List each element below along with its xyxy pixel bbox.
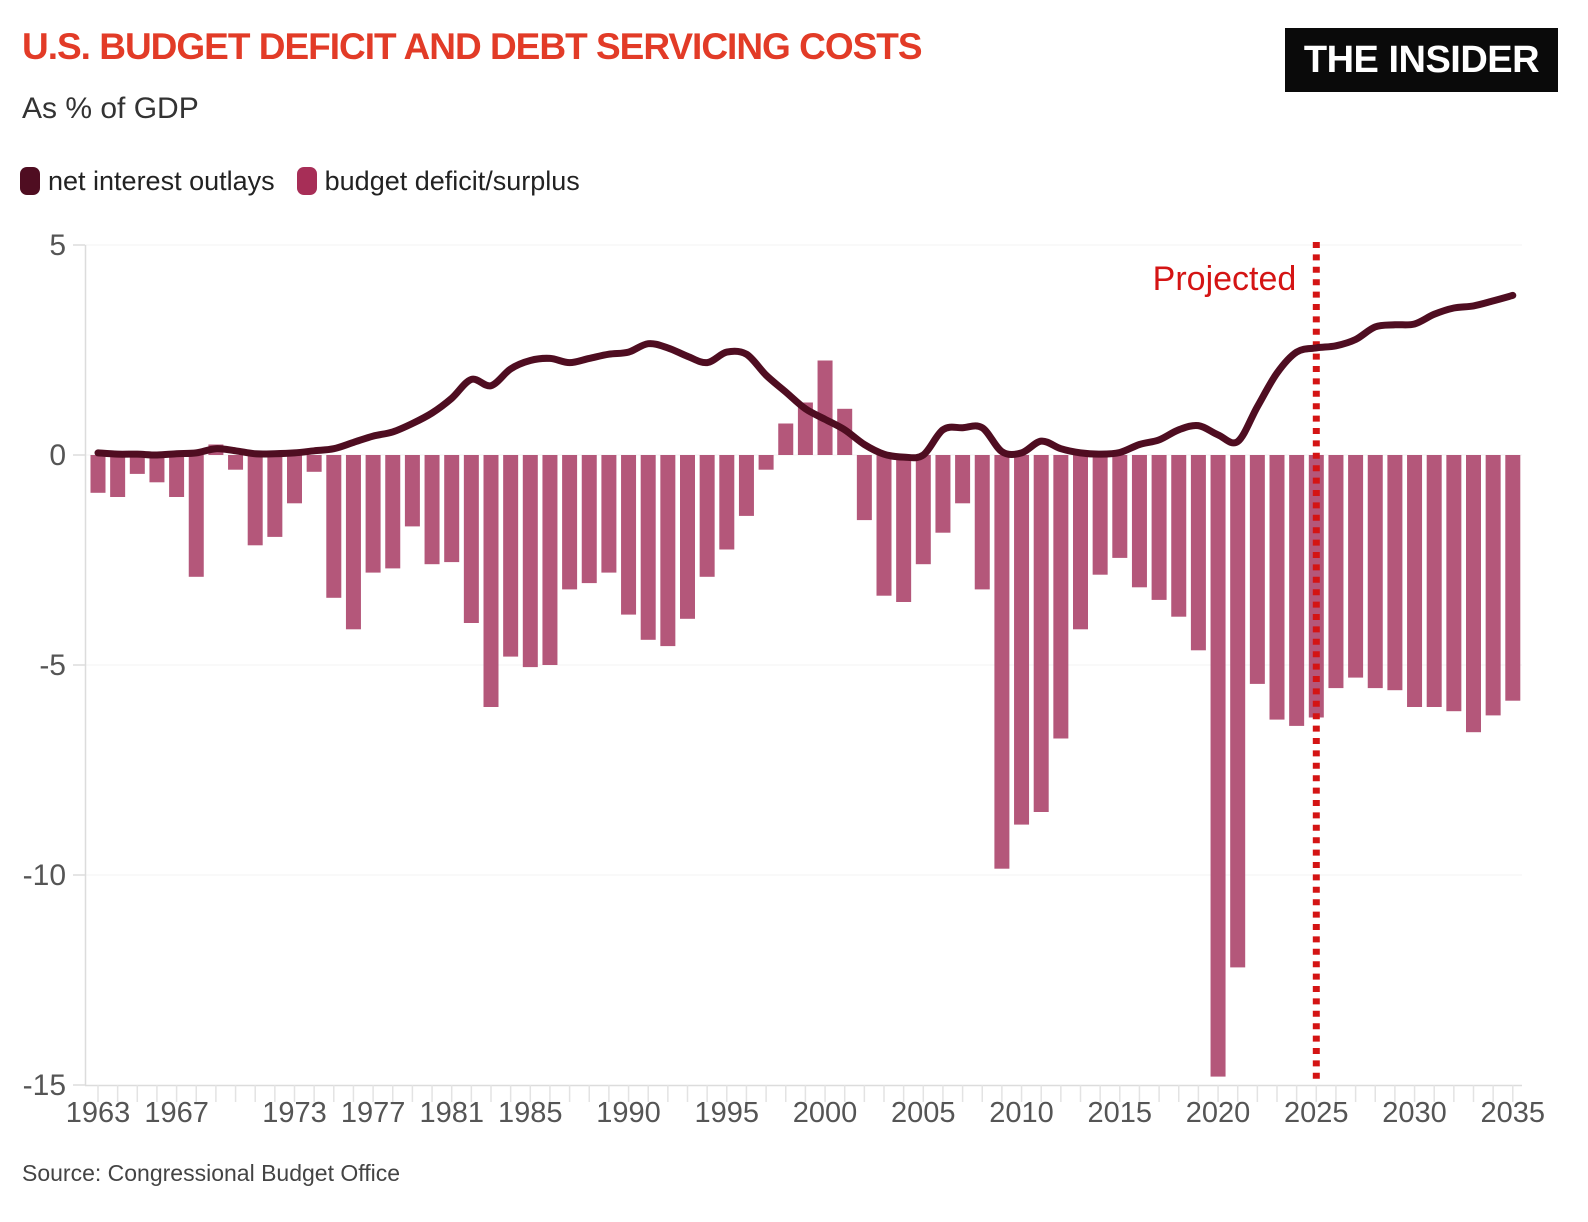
- deficit-bar-2000: [818, 361, 833, 456]
- deficit-bar-1997: [759, 455, 774, 470]
- deficit-bar-1966: [149, 455, 164, 482]
- deficit-bar-2027: [1348, 455, 1363, 678]
- deficit-bar-1988: [582, 455, 597, 583]
- deficit-bar-2017: [1152, 455, 1167, 600]
- deficit-bar-2021: [1230, 455, 1245, 967]
- brand-logo-text: THE INSIDER: [1303, 38, 1540, 81]
- deficit-bar-1971: [248, 455, 263, 545]
- chart-legend: [20, 167, 580, 195]
- deficit-bar-1985: [523, 455, 538, 667]
- deficit-bar-1989: [601, 455, 616, 573]
- x-axis-label: 2030: [1382, 1097, 1447, 1129]
- deficit-bar-2032: [1446, 455, 1461, 711]
- legend-swatch-net-interest: [20, 167, 40, 195]
- deficit-bar-1978: [385, 455, 400, 568]
- y-axis-label: 0: [49, 439, 66, 472]
- deficit-bar-1996: [739, 455, 754, 516]
- deficit-bar-1981: [444, 455, 459, 562]
- x-axis-label: 1967: [144, 1097, 209, 1129]
- deficit-bar-2004: [896, 455, 911, 602]
- deficit-bar-1973: [287, 455, 302, 503]
- deficit-bar-1980: [425, 455, 440, 564]
- deficit-bar-2029: [1387, 455, 1402, 690]
- deficit-bar-2031: [1427, 455, 1442, 707]
- deficit-bar-1990: [621, 455, 636, 615]
- brand-logo: [1285, 28, 1558, 92]
- deficit-bar-2022: [1250, 455, 1265, 684]
- y-axis-label: 5: [49, 229, 66, 262]
- deficit-bar-2030: [1407, 455, 1422, 707]
- deficit-bar-2020: [1211, 455, 1226, 1077]
- y-axis-label: -10: [22, 859, 66, 892]
- legend-label-deficit: budget deficit/surplus: [324, 166, 580, 196]
- deficit-bar-2006: [935, 455, 950, 533]
- x-axis-label: 2015: [1087, 1097, 1153, 1129]
- deficit-bar-2008: [975, 455, 990, 589]
- deficit-bar-1995: [719, 455, 734, 550]
- deficit-bar-2013: [1073, 455, 1088, 629]
- deficit-bar-2003: [877, 455, 892, 596]
- x-axis-label: 1990: [596, 1097, 661, 1129]
- y-axis-label: -15: [22, 1069, 66, 1102]
- deficit-bar-2016: [1132, 455, 1147, 587]
- deficit-bar-1975: [326, 455, 341, 598]
- legend-swatch-deficit: [297, 167, 317, 195]
- deficit-bar-2019: [1191, 455, 1206, 650]
- deficit-bar-1984: [503, 455, 518, 657]
- deficit-bar-2005: [916, 455, 931, 564]
- deficit-bar-1983: [484, 455, 499, 707]
- deficit-bar-1998: [778, 424, 793, 456]
- x-axis-label: 1981: [419, 1097, 484, 1129]
- x-axis-label: 2020: [1185, 1097, 1251, 1129]
- deficit-bar-2024: [1289, 455, 1304, 726]
- deficit-bar-2012: [1053, 455, 1068, 739]
- deficit-bar-1982: [464, 455, 479, 623]
- deficit-bar-1976: [346, 455, 361, 629]
- x-axis-label: 2010: [989, 1097, 1054, 1129]
- deficit-bar-1968: [189, 455, 204, 577]
- x-axis-label: 1973: [262, 1097, 327, 1129]
- deficit-bar-1977: [366, 455, 381, 573]
- deficit-bar-1963: [91, 455, 106, 493]
- deficit-bar-1993: [680, 455, 695, 619]
- deficit-bar-1967: [169, 455, 184, 497]
- deficit-bar-1970: [228, 455, 243, 470]
- deficit-bar-2026: [1328, 455, 1343, 688]
- deficit-bar-2015: [1112, 455, 1127, 558]
- deficit-bar-2033: [1466, 455, 1481, 732]
- page-title: U.S. BUDGET DEFICIT AND DEBT SERVICING COSTS: [22, 26, 922, 67]
- deficit-bar-1991: [641, 455, 656, 640]
- y-axis-label: -5: [39, 649, 66, 682]
- source-note: Source: Congressional Budget Office: [22, 1160, 401, 1186]
- deficit-bar-2035: [1505, 455, 1520, 701]
- deficit-bar-1979: [405, 455, 420, 526]
- x-axis-label: 2025: [1284, 1097, 1349, 1129]
- x-axis-label: 2005: [891, 1097, 956, 1129]
- deficit-bar-1994: [700, 455, 715, 577]
- x-axis-label: 2000: [792, 1097, 858, 1129]
- deficit-bar-1992: [660, 455, 675, 646]
- legend-label-net-interest: net interest outlays: [48, 166, 275, 196]
- deficit-bar-1974: [307, 455, 322, 472]
- deficit-bar-2011: [1034, 455, 1049, 812]
- projected-label: Projected: [1152, 260, 1297, 298]
- deficit-bar-2010: [1014, 455, 1029, 825]
- x-axis-label: 1985: [498, 1097, 563, 1129]
- deficit-bar-2007: [955, 455, 970, 503]
- deficit-bar-2009: [994, 455, 1009, 869]
- deficit-bar-2014: [1093, 455, 1108, 575]
- deficit-bar-1987: [562, 455, 577, 589]
- x-axis-label: 1995: [694, 1097, 760, 1129]
- chart-subtitle: As % of GDP: [22, 92, 199, 125]
- deficit-bar-1964: [110, 455, 125, 497]
- deficit-bar-2002: [857, 455, 872, 520]
- x-axis-label: 1977: [340, 1097, 406, 1129]
- deficit-bar-1972: [267, 455, 282, 537]
- deficit-bar-2018: [1171, 455, 1186, 617]
- deficit-bar-2023: [1270, 455, 1285, 720]
- deficit-bar-1986: [542, 455, 557, 665]
- deficit-bar-2034: [1486, 455, 1501, 715]
- x-axis-label: 2035: [1480, 1097, 1546, 1129]
- deficit-bar-2028: [1368, 455, 1383, 688]
- x-axis-label: 1963: [65, 1097, 131, 1129]
